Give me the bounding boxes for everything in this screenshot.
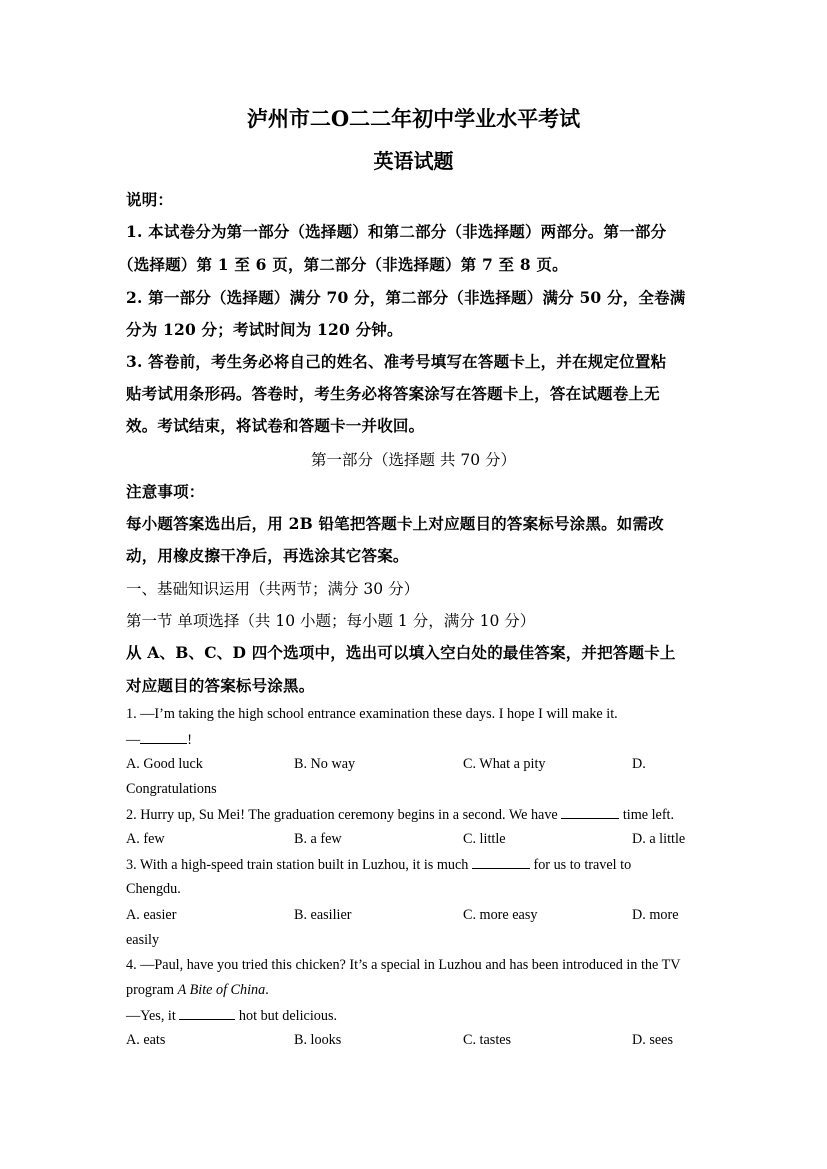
question-4-option-c: C. tastes <box>463 1032 512 1048</box>
instruction-2-line-2: 分为 120 分；考试时间为 120 分钟。 <box>126 320 403 339</box>
exam-title: 泸州市二O二二年初中学业水平考试 <box>246 106 581 131</box>
section-heading: 一、基础知识运用（共两节；满分 30 分） <box>126 580 420 598</box>
question-1-option-a: A. Good luck <box>126 756 203 772</box>
question-2-stem-start: 2. Hurry up, Su Mei! The graduation ceremony begins in a second. We have <box>126 807 558 823</box>
question-1-stem: 1. —I’m taking the high school entrance examination these days. I hope I will make it. <box>126 706 618 722</box>
question-4-stem: 4. —Paul, have you tried this chicken? It’s a special in Luzhou and has been introduced in the TV <box>126 957 681 973</box>
question-1-reply <box>126 731 192 749</box>
answer-blank <box>561 806 619 819</box>
question-2-stem-end: time left. <box>622 807 675 823</box>
question-4-option-a: A. eats <box>126 1032 166 1048</box>
part1-heading: 第一部分（选择题 共 70 分） <box>310 451 516 469</box>
question-1-option-c: C. What a pity <box>463 756 546 772</box>
question-2-option-b: B. a few <box>294 831 342 847</box>
instruction-3-line-1: 3. 答卷前，考生务必将自己的姓名、准考号填写在答题卡上，并在规定位置粘 <box>126 352 667 371</box>
question-3-option-a: A. easier <box>126 907 177 923</box>
question-4-stem-line-2 <box>126 982 269 999</box>
question-4-period: . <box>265 982 269 998</box>
instruction-1-line-2: （选择题）第 1 至 6 页，第二部分（非选择题）第 7 至 8 页。 <box>118 255 568 274</box>
instruction-2-line-1: 2. 第一部分（选择题）满分 70 分，第二部分（非选择题）满分 50 分，全卷满 <box>126 288 686 307</box>
question-1-option-b: B. No way <box>294 756 356 772</box>
instructions-heading: 说明： <box>126 190 174 209</box>
question-2-option-d: D. a little <box>632 831 686 847</box>
answer-blank <box>140 731 187 744</box>
question-1-option-d-text: Congratulations <box>126 781 217 797</box>
notes-heading: 注意事项： <box>126 482 205 501</box>
program-title: A Bite of China <box>177 982 266 998</box>
question-4-option-d: D. sees <box>632 1032 673 1048</box>
question-1-exclaim: ! <box>187 732 192 748</box>
question-3-option-c: C. more easy <box>463 907 538 923</box>
question-3-stem-start: 3. With a high-speed train station built in Luzhou, it is much <box>126 857 469 873</box>
question-3-stem-end: for us to travel to <box>533 857 632 873</box>
question-1-option-d: D. <box>632 756 646 772</box>
question-3-option-d-text: easily <box>126 932 160 948</box>
question-1-dash: — <box>126 732 141 748</box>
question-3-option-d: D. more <box>632 907 679 923</box>
question-4-option-b: B. looks <box>294 1032 342 1048</box>
question-4-reply <box>126 1007 337 1025</box>
question-4-program-prefix: program <box>126 982 178 998</box>
instruction-3-line-3: 效。考试结束，将试卷和答题卡一并收回。 <box>126 416 425 435</box>
question-4-reply-end: hot but delicious. <box>238 1008 338 1024</box>
answer-blank <box>472 856 530 869</box>
question-3-stem <box>126 856 631 874</box>
question-2-option-c: C. little <box>463 831 506 847</box>
question-4-reply-start: —Yes, it <box>126 1008 176 1024</box>
instruction-1-line-1: 1. 本试卷分为第一部分（选择题）和第二部分（非选择题）两部分。第一部分 <box>126 222 667 241</box>
notes-line-2: 动，用橡皮擦干净后，再选涂其它答案。 <box>126 546 409 565</box>
notes-line-1: 每小题答案选出后，用 2B 铅笔把答题卡上对应题目的答案标号涂黑。如需改 <box>126 514 664 533</box>
directions-line-1: 从 A、B、C、D 四个选项中，选出可以填入空白处的最佳答案，并把答题卡上 <box>126 643 676 662</box>
answer-blank <box>179 1007 235 1020</box>
subsection-heading: 第一节 单项选择（共 10 小题；每小题 1 分，满分 10 分） <box>126 612 536 630</box>
directions-line-2: 对应题目的答案标号涂黑。 <box>126 676 315 695</box>
question-3-stem-line-2: Chengdu. <box>126 881 181 897</box>
question-2-option-a: A. few <box>126 831 165 847</box>
question-2-stem <box>126 806 674 824</box>
question-3-option-b: B. easilier <box>294 907 352 923</box>
exam-subtitle: 英语试题 <box>373 149 454 173</box>
instruction-3-line-2: 贴考试用条形码。答卷时，考生务必将答案涂写在答题卡上，答在试题卷上无 <box>126 384 660 403</box>
